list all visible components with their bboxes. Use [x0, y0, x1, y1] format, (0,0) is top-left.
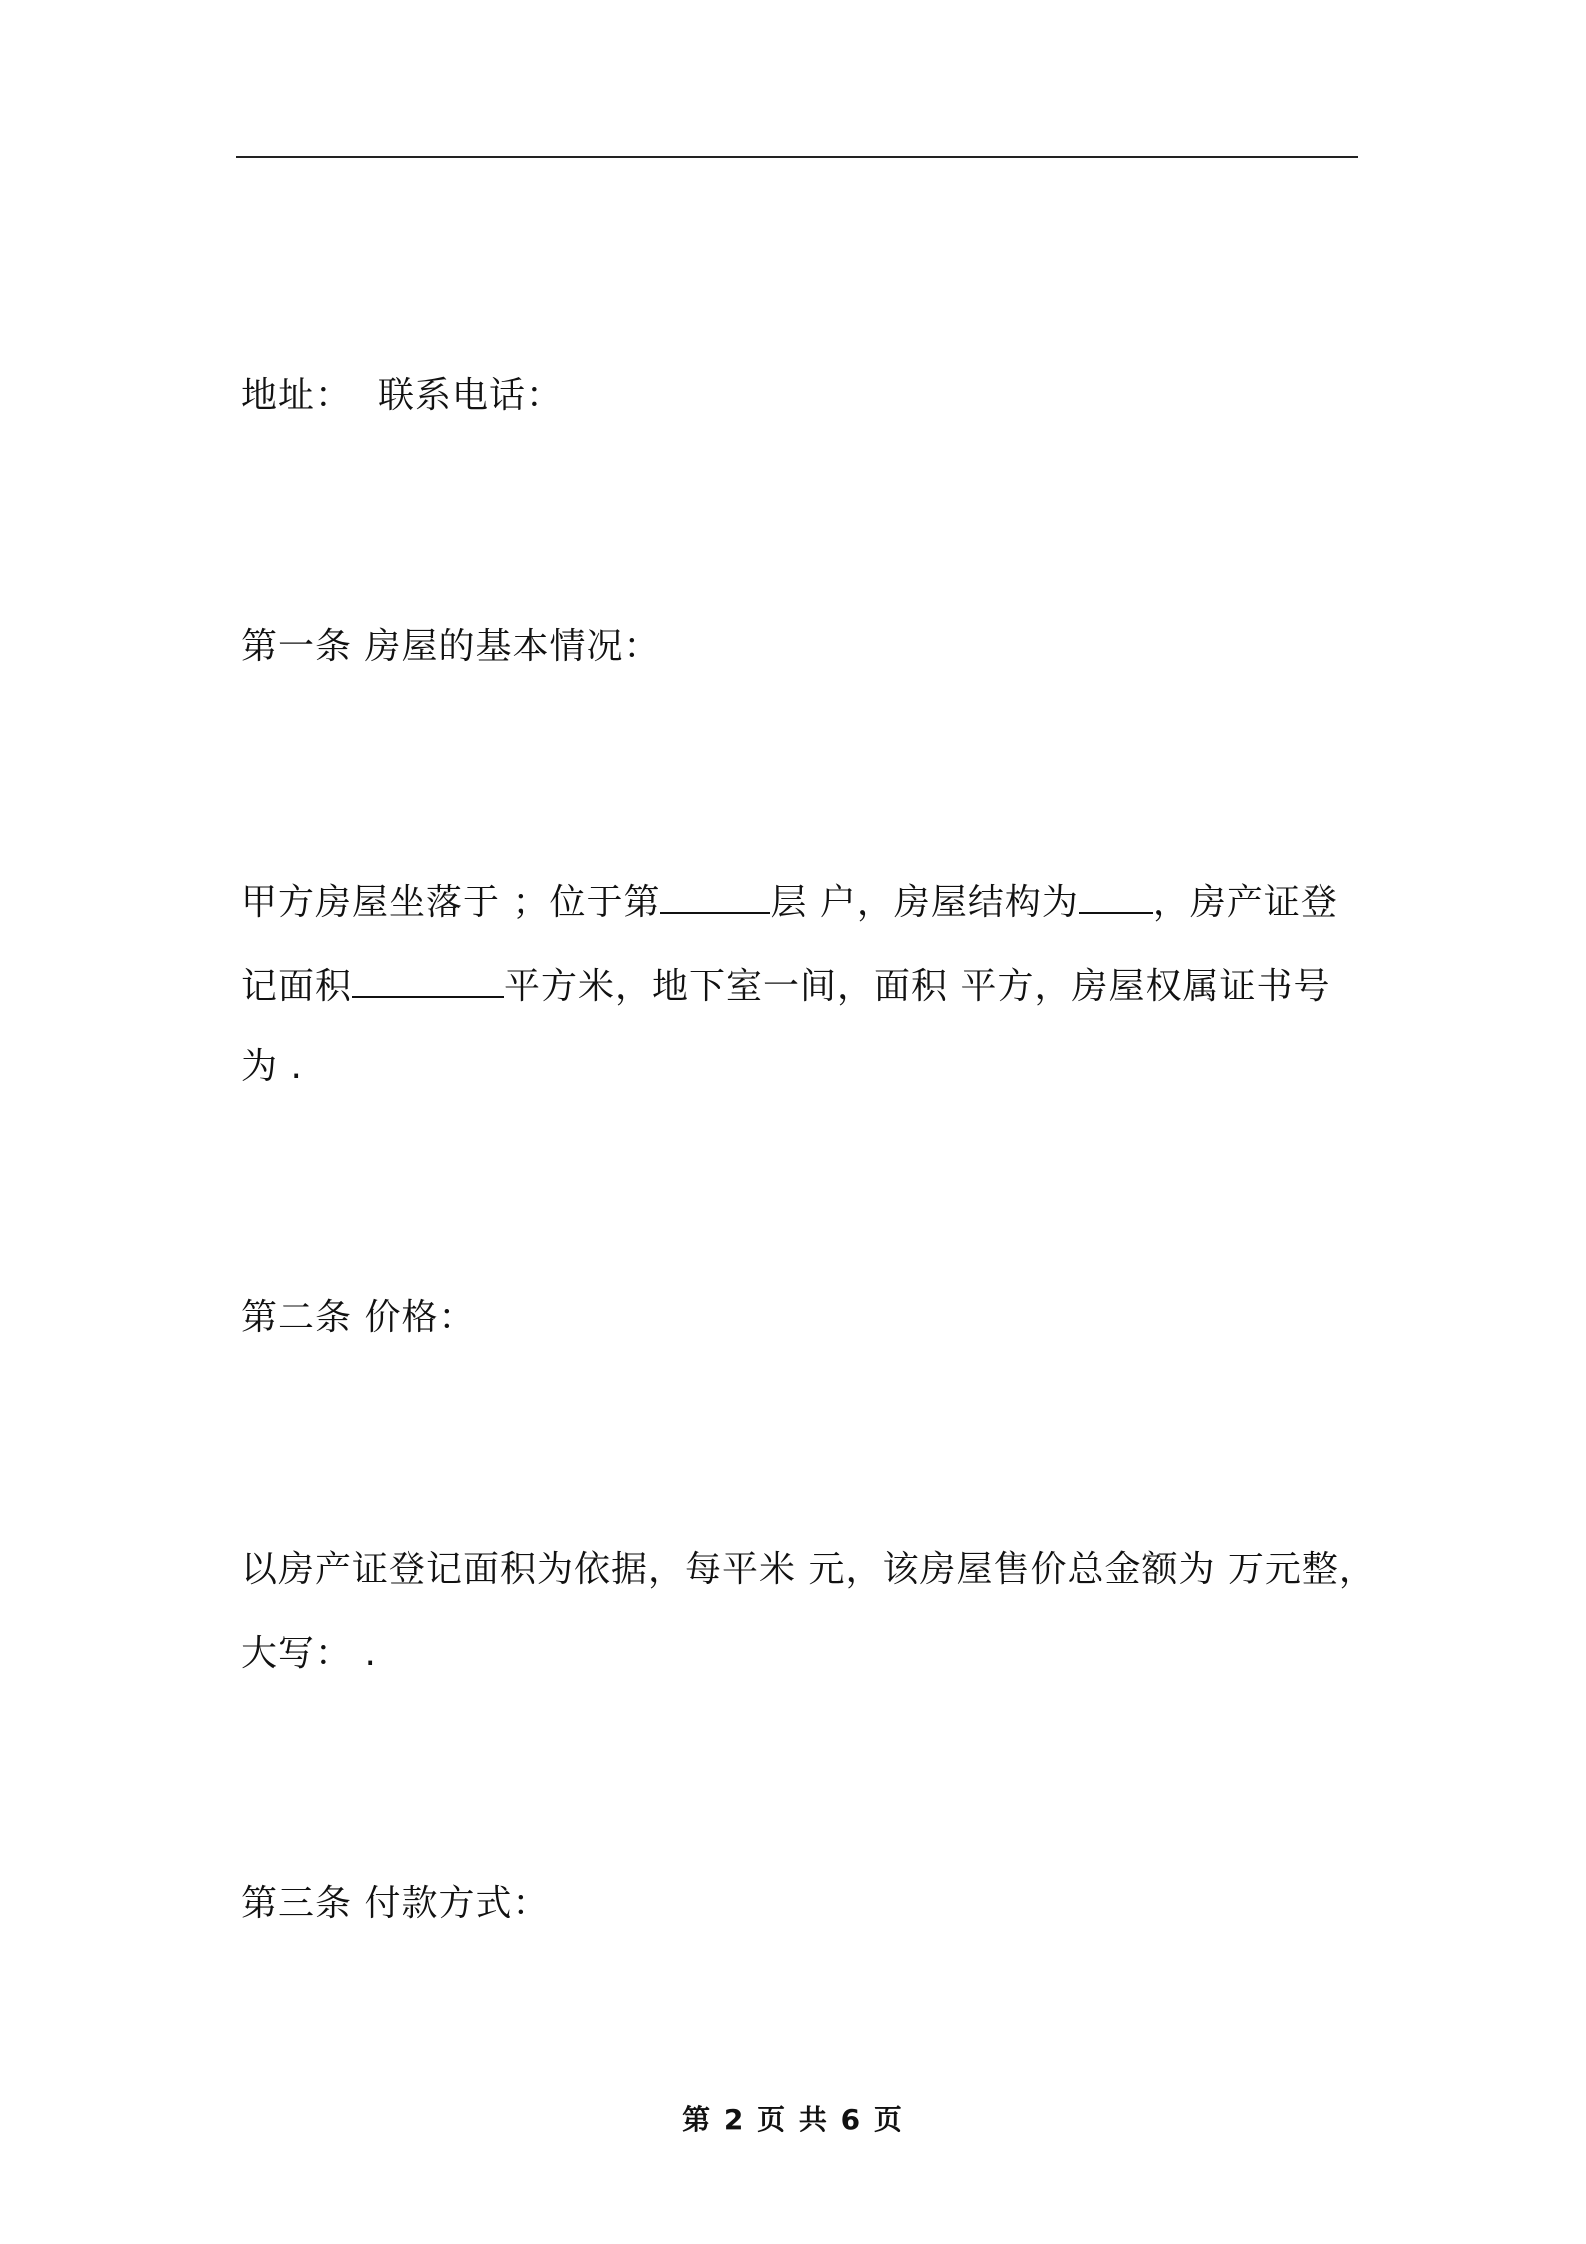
- article1-heading: 第一条 房屋的基本情况：: [241, 626, 661, 667]
- article3-heading: 第三条 付款方式：: [241, 1883, 550, 1924]
- article2-line2: 大写： .: [241, 1633, 377, 1674]
- floor-blank: [660, 882, 770, 914]
- article1-line2: [241, 966, 1330, 1005]
- phone-label: 联系电话：: [378, 375, 564, 416]
- article1-line1-c: ，房产证登: [1152, 882, 1338, 923]
- area-blank: [352, 966, 504, 998]
- header-rule: [236, 156, 1358, 158]
- article1-line2-a: 记面积: [241, 966, 353, 1007]
- address-label: 地址：: [241, 375, 353, 416]
- article1-line2-b: 平方米，地下室一间，面积 平方，房屋权属证书号: [504, 966, 1331, 1007]
- address-line: [241, 375, 564, 416]
- article2-heading: 第二条 价格：: [241, 1297, 476, 1338]
- article1-line3: 为 .: [241, 1046, 303, 1087]
- page-footer: 第 2 页 共 6 页: [682, 2103, 904, 2136]
- structure-blank: [1079, 882, 1153, 914]
- article1-line1: [241, 882, 1338, 921]
- article2-line1: 以房产证登记面积为依据，每平米 元，该房屋售价总金额为 万元整，: [241, 1549, 1376, 1590]
- article1-line1-a: 甲方房屋坐落于 ；位于第: [241, 882, 661, 923]
- article1-line1-b: 层 户，房屋结构为: [770, 882, 1079, 923]
